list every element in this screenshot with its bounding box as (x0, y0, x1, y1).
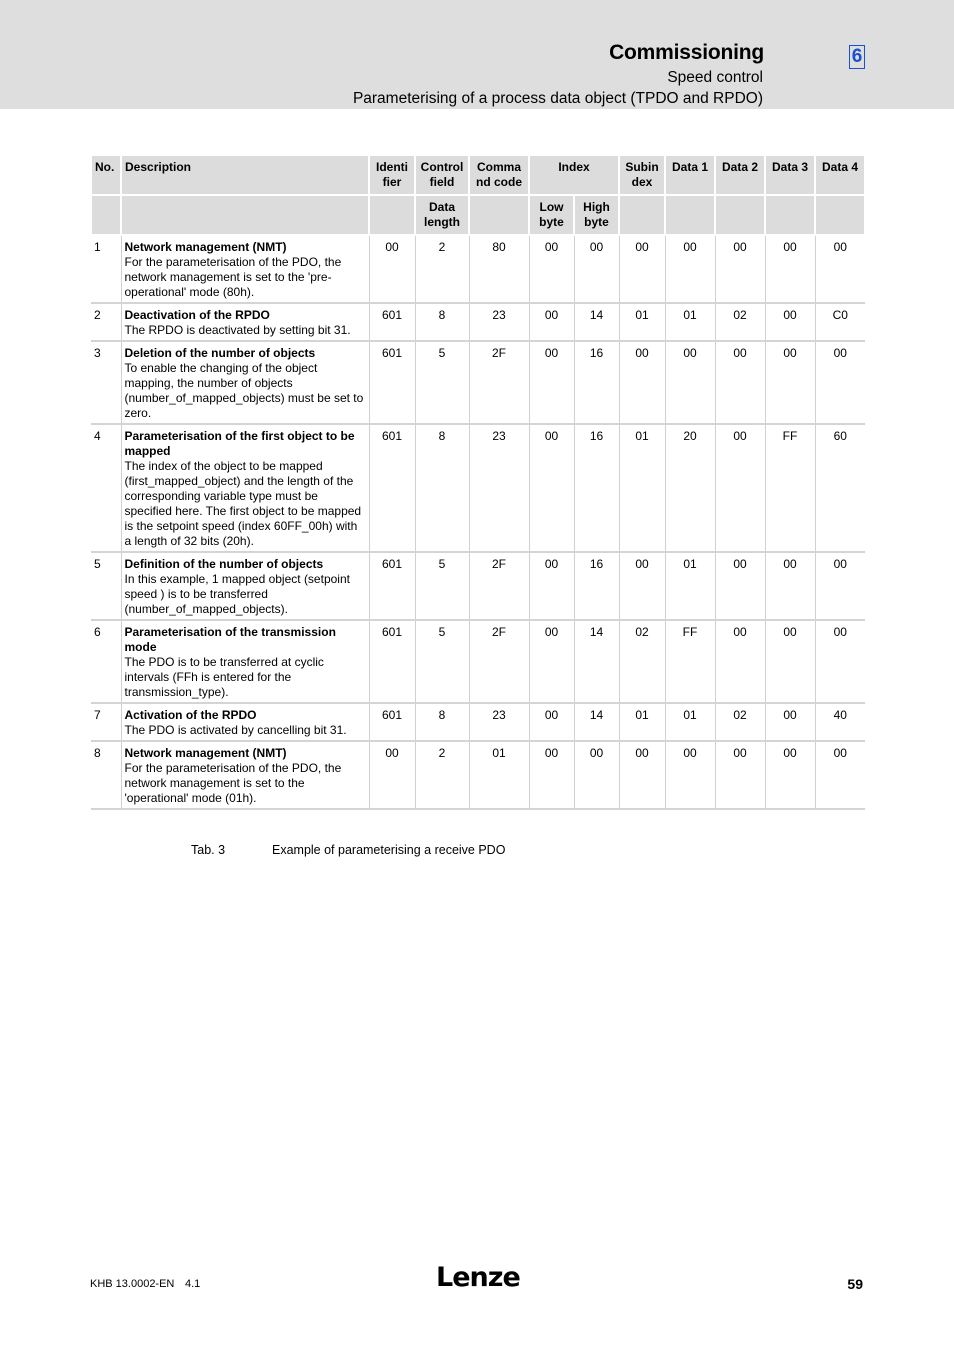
subheader-empty (815, 195, 865, 235)
row-description (121, 341, 369, 424)
cell-data4: 00 (815, 620, 865, 703)
page-number: 59 (847, 1276, 863, 1292)
subheader-empty (369, 195, 415, 235)
section-subtitle: Speed control (667, 69, 763, 86)
cell-data4: 00 (815, 741, 865, 809)
cell-index-low: 00 (529, 424, 574, 552)
row-description (121, 703, 369, 741)
chapter-title: Commissioning (609, 41, 764, 64)
cell-identifier: 00 (369, 235, 415, 303)
cell-identifier: 00 (369, 741, 415, 809)
cell-identifier: 601 (369, 703, 415, 741)
cell-data1: 20 (665, 424, 715, 552)
cell-control-field: 5 (415, 620, 469, 703)
row-description (121, 303, 369, 341)
cell-index-low: 00 (529, 552, 574, 620)
subheader-empty (469, 195, 529, 235)
row-title: Network management (NMT) (124, 746, 287, 760)
cell-identifier: 601 (369, 552, 415, 620)
row-text: The RPDO is deactivated by setting bit 31. (124, 323, 351, 337)
row-text: The PDO is activated by cancelling bit 31. (124, 723, 347, 737)
header-data1: Data 1 (665, 155, 715, 195)
cell-data1: 01 (665, 703, 715, 741)
cell-data4: 40 (815, 703, 865, 741)
cell-data3: FF (765, 424, 815, 552)
row-text: The PDO is to be transferred at cyclic intervals (FFh is entered for the transmission_type). (124, 655, 324, 699)
subheader-empty (765, 195, 815, 235)
cell-data2: 00 (715, 741, 765, 809)
cell-index-high: 14 (574, 620, 619, 703)
cell-control-field: 8 (415, 424, 469, 552)
table-row (91, 741, 865, 809)
table-row (91, 303, 865, 341)
cell-data3: 00 (765, 620, 815, 703)
cell-identifier: 601 (369, 424, 415, 552)
cell-command-code: 80 (469, 235, 529, 303)
cell-data4: 60 (815, 424, 865, 552)
table-row (91, 235, 865, 303)
cell-control-field: 5 (415, 552, 469, 620)
table-row (91, 703, 865, 741)
header-data2: Data 2 (715, 155, 765, 195)
chapter-number-link[interactable]: 6 (849, 45, 865, 69)
cell-data1: 00 (665, 341, 715, 424)
cell-data3: 00 (765, 303, 815, 341)
header-data3: Data 3 (765, 155, 815, 195)
header-data-length: Data length (415, 195, 469, 235)
row-number: 4 (91, 424, 121, 552)
cell-data4: 00 (815, 341, 865, 424)
cell-index-low: 00 (529, 235, 574, 303)
row-number: 5 (91, 552, 121, 620)
table-subheader-row (91, 195, 865, 235)
cell-command-code: 23 (469, 424, 529, 552)
row-number: 1 (91, 235, 121, 303)
cell-data2: 00 (715, 235, 765, 303)
cell-control-field: 8 (415, 703, 469, 741)
table-row (91, 620, 865, 703)
row-description (121, 741, 369, 809)
cell-index-high: 00 (574, 741, 619, 809)
cell-data1: 00 (665, 741, 715, 809)
row-description (121, 235, 369, 303)
cell-control-field: 8 (415, 303, 469, 341)
pdo-parameter-table (90, 154, 866, 810)
cell-command-code: 23 (469, 703, 529, 741)
row-title: Network management (NMT) (124, 240, 287, 254)
cell-index-low: 00 (529, 620, 574, 703)
row-number: 3 (91, 341, 121, 424)
cell-control-field: 2 (415, 235, 469, 303)
table-row (91, 424, 865, 552)
cell-data2: 00 (715, 552, 765, 620)
row-text: The index of the object to be mapped (first_mapped_object) and the length of the corresponding variable type must be specified here. The first object to be mapped is the setpoint speed (index 60FF_00h) with a length of 32 bits (20h). (124, 459, 362, 548)
lenze-logo: Lenze (436, 1262, 520, 1293)
cell-index-low: 00 (529, 341, 574, 424)
subheader-empty (665, 195, 715, 235)
row-number: 6 (91, 620, 121, 703)
footer-document-id: KHB 13.0002-EN (90, 1278, 175, 1290)
cell-index-high: 00 (574, 235, 619, 303)
cell-subindex: 02 (619, 620, 665, 703)
cell-index-high: 14 (574, 703, 619, 741)
header-description: Description (121, 155, 369, 195)
row-title: Definition of the number of objects (124, 557, 324, 571)
cell-data2: 02 (715, 303, 765, 341)
cell-index-low: 00 (529, 703, 574, 741)
cell-data3: 00 (765, 341, 815, 424)
cell-data3: 00 (765, 703, 815, 741)
cell-command-code: 01 (469, 741, 529, 809)
cell-index-high: 14 (574, 303, 619, 341)
header-control-field: Control field (415, 155, 469, 195)
header-data4: Data 4 (815, 155, 865, 195)
footer-version: 4.1 (185, 1278, 201, 1290)
cell-data3: 00 (765, 552, 815, 620)
cell-index-high: 16 (574, 424, 619, 552)
header-low-byte: Low byte (529, 195, 574, 235)
header-command-code: Comma nd code (469, 155, 529, 195)
header-identifier: Identi fier (369, 155, 415, 195)
cell-command-code: 23 (469, 303, 529, 341)
cell-command-code: 2F (469, 341, 529, 424)
subheader-empty (619, 195, 665, 235)
cell-subindex: 00 (619, 235, 665, 303)
table-caption-text: Example of parameterising a receive PDO (272, 843, 506, 857)
cell-index-high: 16 (574, 341, 619, 424)
cell-index-high: 16 (574, 552, 619, 620)
cell-control-field: 2 (415, 741, 469, 809)
cell-data1: 01 (665, 303, 715, 341)
table-header-row (91, 155, 865, 195)
cell-subindex: 01 (619, 303, 665, 341)
row-title: Activation of the RPDO (124, 708, 257, 722)
header-high-byte: High byte (574, 195, 619, 235)
row-number: 7 (91, 703, 121, 741)
cell-control-field: 5 (415, 341, 469, 424)
cell-data1: FF (665, 620, 715, 703)
row-text: For the parameterisation of the PDO, the network management is set to the 'pre-operational' mode (80h). (124, 255, 342, 299)
subheader-empty (121, 195, 369, 235)
row-title: Deactivation of the RPDO (124, 308, 270, 322)
cell-subindex: 00 (619, 741, 665, 809)
row-description (121, 424, 369, 552)
cell-identifier: 601 (369, 341, 415, 424)
cell-identifier: 601 (369, 620, 415, 703)
cell-index-low: 00 (529, 303, 574, 341)
cell-subindex: 00 (619, 552, 665, 620)
row-number: 8 (91, 741, 121, 809)
table-row (91, 341, 865, 424)
cell-subindex: 01 (619, 703, 665, 741)
cell-data4: 00 (815, 235, 865, 303)
section-subtitle-2: Parameterising of a process data object (TPDO and RPDO) (352, 90, 763, 107)
row-text: To enable the changing of the object mapping, the number of objects (number_of_mapped_objects) must be set to zero. (124, 361, 364, 420)
cell-data4: C0 (815, 303, 865, 341)
cell-subindex: 01 (619, 424, 665, 552)
cell-data2: 00 (715, 424, 765, 552)
table-caption-label: Tab. 3 (191, 843, 226, 857)
cell-data2: 02 (715, 703, 765, 741)
row-text: In this example, 1 mapped object (setpoint speed ) is to be transferred (number_of_mapped_objects). (124, 572, 350, 616)
cell-data2: 00 (715, 341, 765, 424)
header-subindex: Subin dex (619, 155, 665, 195)
cell-data3: 00 (765, 741, 815, 809)
cell-data2: 00 (715, 620, 765, 703)
subheader-empty (715, 195, 765, 235)
cell-data4: 00 (815, 552, 865, 620)
cell-command-code: 2F (469, 620, 529, 703)
cell-identifier: 601 (369, 303, 415, 341)
row-text: For the parameterisation of the PDO, the network management is set to the 'operational' mode (01h). (124, 761, 342, 805)
table-row (91, 552, 865, 620)
cell-data3: 00 (765, 235, 815, 303)
row-number: 2 (91, 303, 121, 341)
cell-index-low: 00 (529, 741, 574, 809)
row-title: Deletion of the number of objects (124, 346, 316, 360)
row-title: Parameterisation of the transmission mode (124, 625, 336, 654)
row-description (121, 620, 369, 703)
header-index: Index (529, 155, 619, 195)
header-no: No. (91, 155, 121, 195)
cell-subindex: 00 (619, 341, 665, 424)
cell-command-code: 2F (469, 552, 529, 620)
row-description (121, 552, 369, 620)
cell-data1: 01 (665, 552, 715, 620)
subheader-empty (91, 195, 121, 235)
cell-data1: 00 (665, 235, 715, 303)
row-title: Parameterisation of the first object to be mapped (124, 429, 355, 458)
